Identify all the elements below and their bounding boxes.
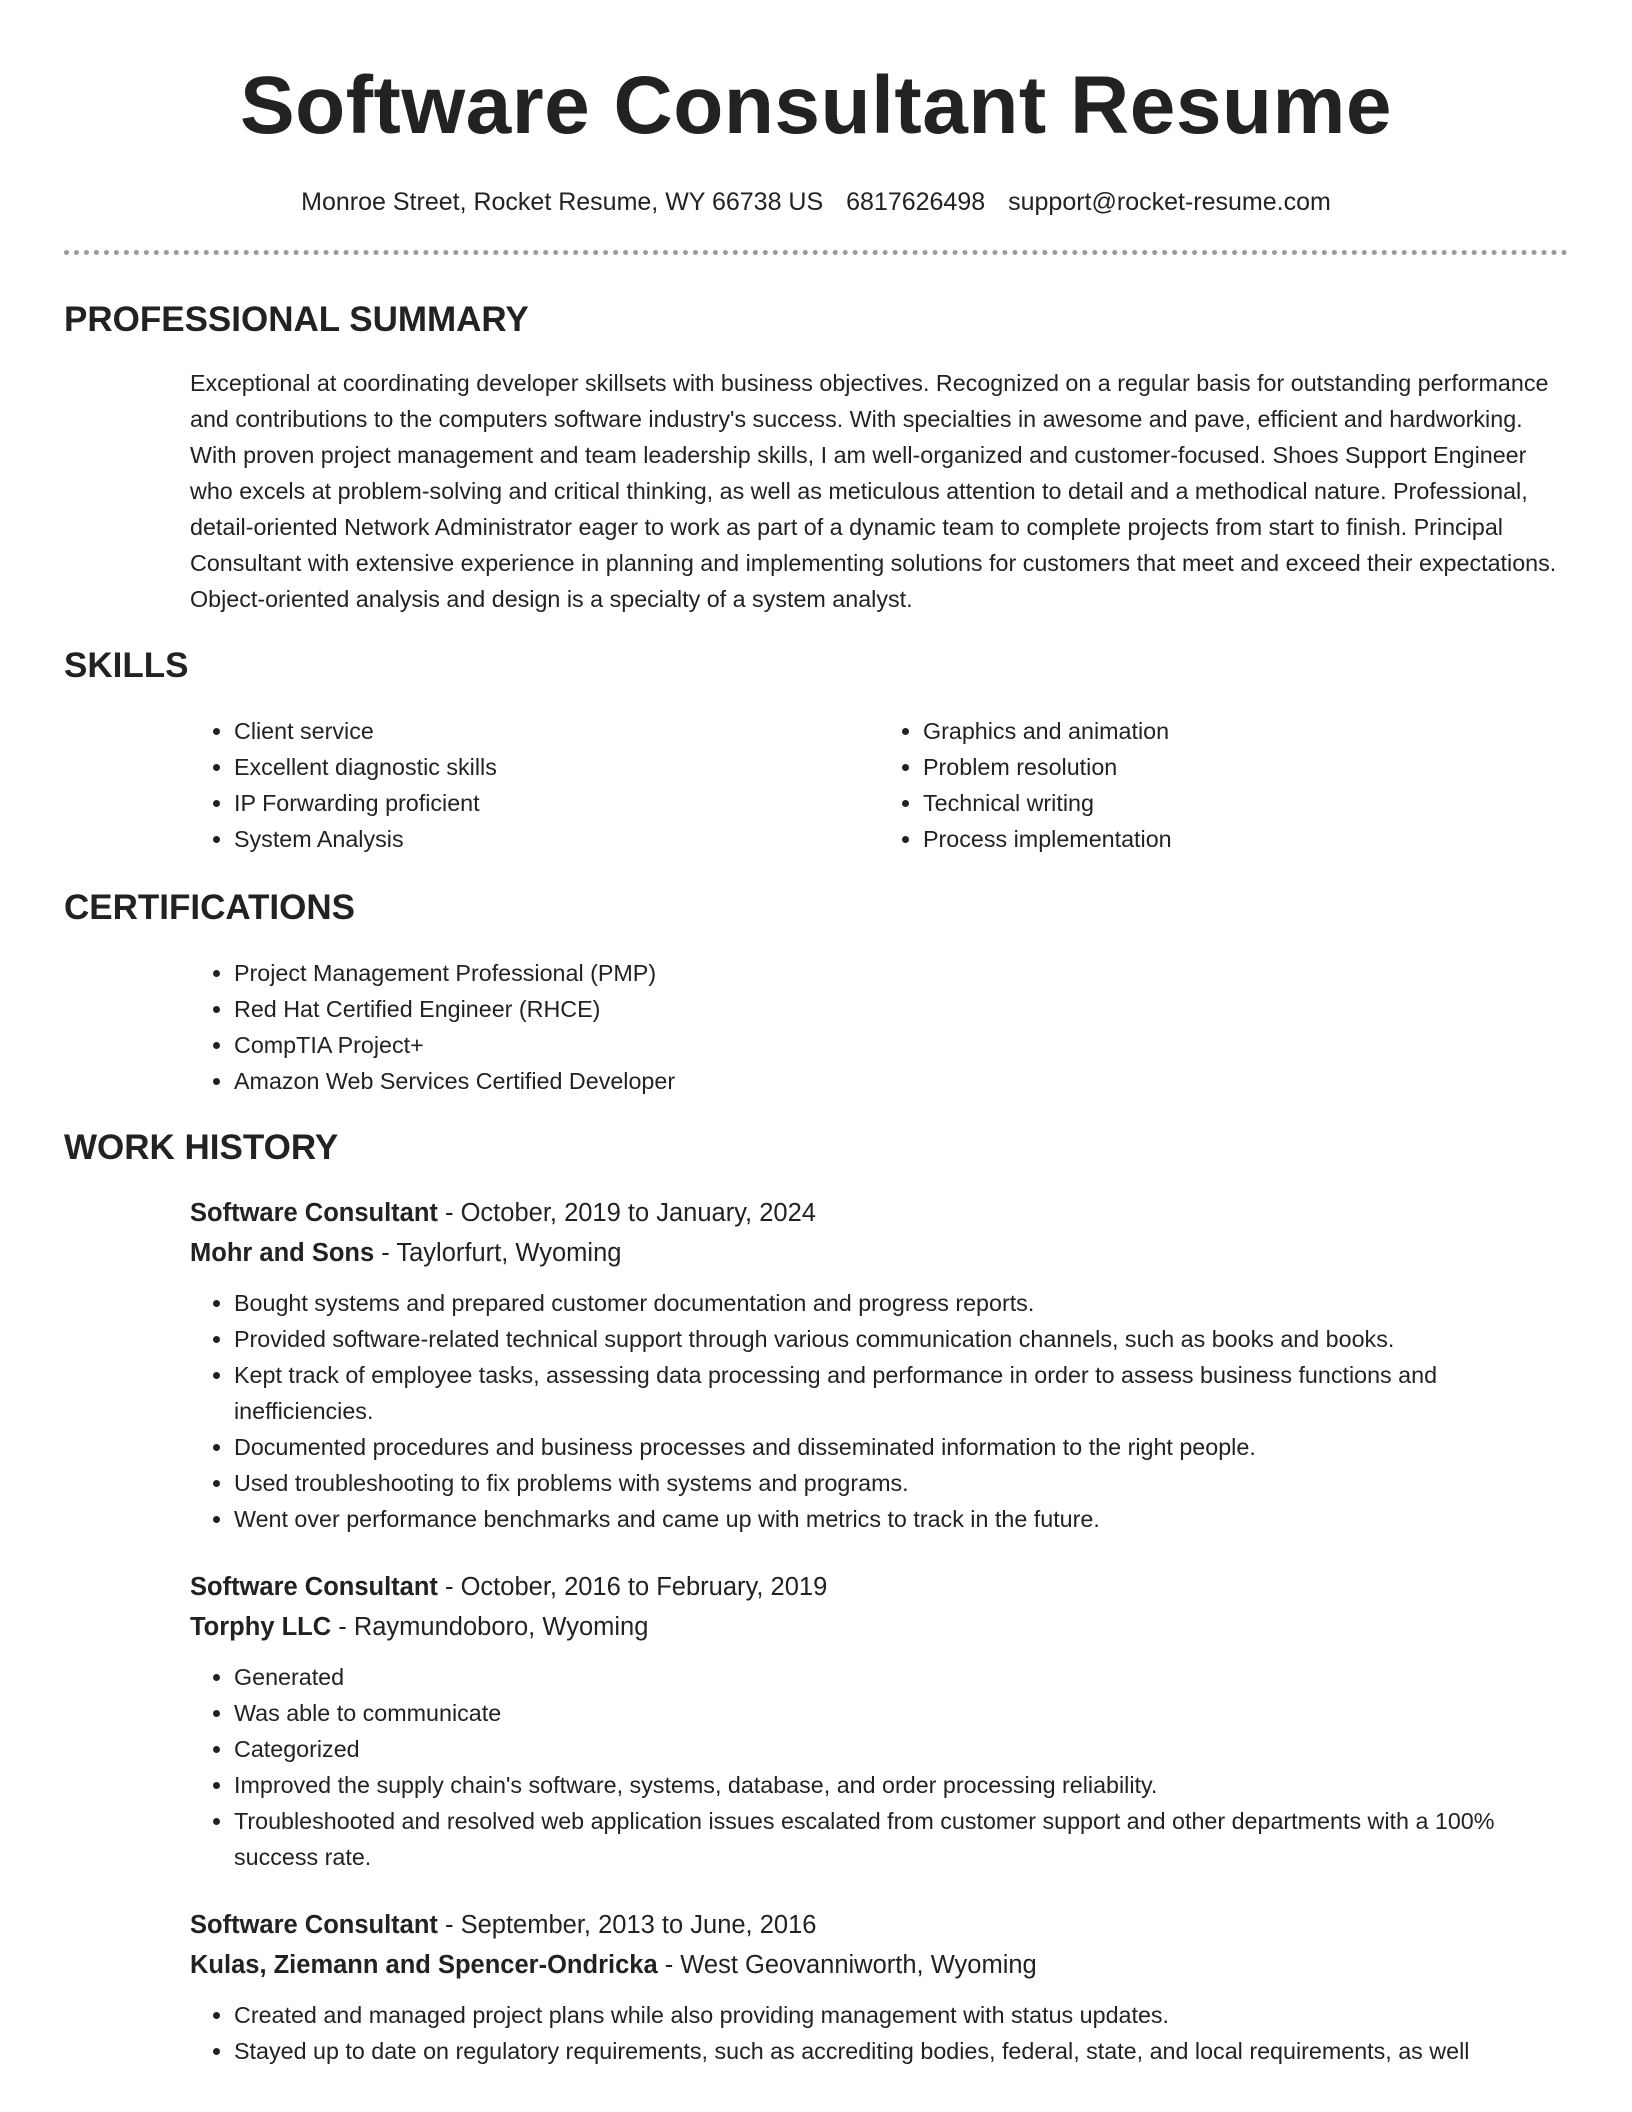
job-entry: [190, 1905, 1568, 2069]
job-title: Software Consultant: [190, 1573, 438, 1601]
job-location: - West Geovanniworth, Wyoming: [657, 1951, 1037, 1979]
job-entry: [190, 1567, 1568, 1875]
certifications-list: [190, 955, 1568, 1099]
certification-item: • Amazon Web Services Certified Developer: [234, 1063, 1568, 1099]
job-dates: - October, 2016 to February, 2019: [437, 1573, 828, 1601]
skill-item: • Client service: [234, 713, 879, 749]
certification-item: • Project Management Professional (PMP): [234, 955, 1568, 991]
job-company: Torphy LLC: [190, 1613, 332, 1641]
skill-item: • IP Forwarding proficient: [234, 785, 879, 821]
job-bullet: • Troubleshooted and resolved web application issues escalated from customer support and other departments with a 100% success rate.: [234, 1803, 1568, 1875]
job-company: Mohr and Sons: [190, 1239, 375, 1267]
resume-page: [64, 0, 1568, 2069]
skills-column-left: [190, 713, 879, 857]
section-title-summary: PROFESSIONAL SUMMARY: [64, 300, 529, 339]
job-bullet: • Provided software-related technical support through various communication channels, such as books and books.: [234, 1321, 1568, 1357]
job-bullet: • Generated: [234, 1659, 1568, 1695]
job-title-line: [190, 1567, 1568, 1607]
header-divider: [64, 250, 1568, 255]
skill-item: • Graphics and animation: [923, 713, 1568, 749]
section-title-certifications: CERTIFICATIONS: [64, 888, 356, 927]
job-bullets: [190, 1997, 1568, 2069]
section-title-work-history: WORK HISTORY: [64, 1128, 339, 1167]
contact-email: support@rocket-resume.com: [1008, 188, 1331, 216]
skill-item: • Process implementation: [923, 821, 1568, 857]
summary-text: Exceptional at coordinating developer skillsets with business objectives. Recognized on a regular basis for outstanding performance and contributions to the computers software industry's success. With specialties in awesome and pave, efficient and hardworking. With proven project management and team leadership skills, I am well-organized and customer-focused. Shoes Support Engineer who excels at problem-solving and critical thinking, as well as meticulous attention to detail and a methodical nature. Professional, detail-oriented Network Administrator eager to work as part of a dynamic team to complete projects from start to finish. Principal Consultant with extensive experience in planning and implementing solutions for customers that meet and exceed their expectations. Object-oriented analysis and design is a specialty of a system analyst.: [190, 370, 1557, 612]
skill-item: • System Analysis: [234, 821, 879, 857]
job-title-line: [190, 1905, 1568, 1945]
job-bullet: • Bought systems and prepared customer documentation and progress reports.: [234, 1285, 1568, 1321]
job-company-line: [190, 1233, 1568, 1273]
job-bullet: • Was able to communicate: [234, 1695, 1568, 1731]
job-bullet: • Kept track of employee tasks, assessing data processing and performance in order to assess business functions and inefficiencies.: [234, 1357, 1568, 1429]
job-bullet: • Stayed up to date on regulatory requirements, such as accrediting bodies, federal, state, and local requirements, as well: [234, 2033, 1568, 2069]
job-bullets: [190, 1285, 1568, 1537]
skill-item: • Excellent diagnostic skills: [234, 749, 879, 785]
job-bullet: • Used troubleshooting to fix problems with systems and programs.: [234, 1465, 1568, 1501]
skills-list: [190, 713, 1568, 857]
job-bullet: • Improved the supply chain's software, systems, database, and order processing reliability.: [234, 1767, 1568, 1803]
contact-address: Monroe Street, Rocket Resume, WY 66738 US: [301, 188, 824, 216]
certification-item: • CompTIA Project+: [234, 1027, 1568, 1063]
skill-item: • Technical writing: [923, 785, 1568, 821]
job-title: Software Consultant: [190, 1199, 438, 1227]
skill-item: • Problem resolution: [923, 749, 1568, 785]
job-bullets: [190, 1659, 1568, 1875]
resume-title: Software Consultant Resume: [239, 60, 1393, 151]
skills-column-right: [879, 713, 1568, 857]
job-company-line: [190, 1607, 1568, 1647]
job-bullet: • Documented procedures and business processes and disseminated information to the right people.: [234, 1429, 1568, 1465]
certifications-items: [190, 955, 1568, 1099]
job-company: Kulas, Ziemann and Spencer-Ondricka: [190, 1951, 658, 1979]
job-bullet: • Went over performance benchmarks and came up with metrics to track in the future.: [234, 1501, 1568, 1537]
job-title-line: [190, 1193, 1568, 1233]
job-dates: - September, 2013 to June, 2016: [437, 1911, 817, 1939]
contact-line: [64, 186, 1568, 218]
job-company-line: [190, 1945, 1568, 1985]
job-location: - Raymundoboro, Wyoming: [331, 1613, 649, 1641]
job-entry: [190, 1193, 1568, 1537]
job-location: - Taylorfurt, Wyoming: [374, 1239, 622, 1267]
contact-phone: 6817626498: [846, 188, 986, 216]
job-bullet: • Created and managed project plans while also providing management with status updates.: [234, 1997, 1568, 2033]
certification-item: • Red Hat Certified Engineer (RHCE): [234, 991, 1568, 1027]
section-title-skills: SKILLS: [64, 646, 189, 685]
job-title: Software Consultant: [190, 1911, 438, 1939]
job-bullet: • Categorized: [234, 1731, 1568, 1767]
job-dates: - October, 2019 to January, 2024: [437, 1199, 816, 1227]
